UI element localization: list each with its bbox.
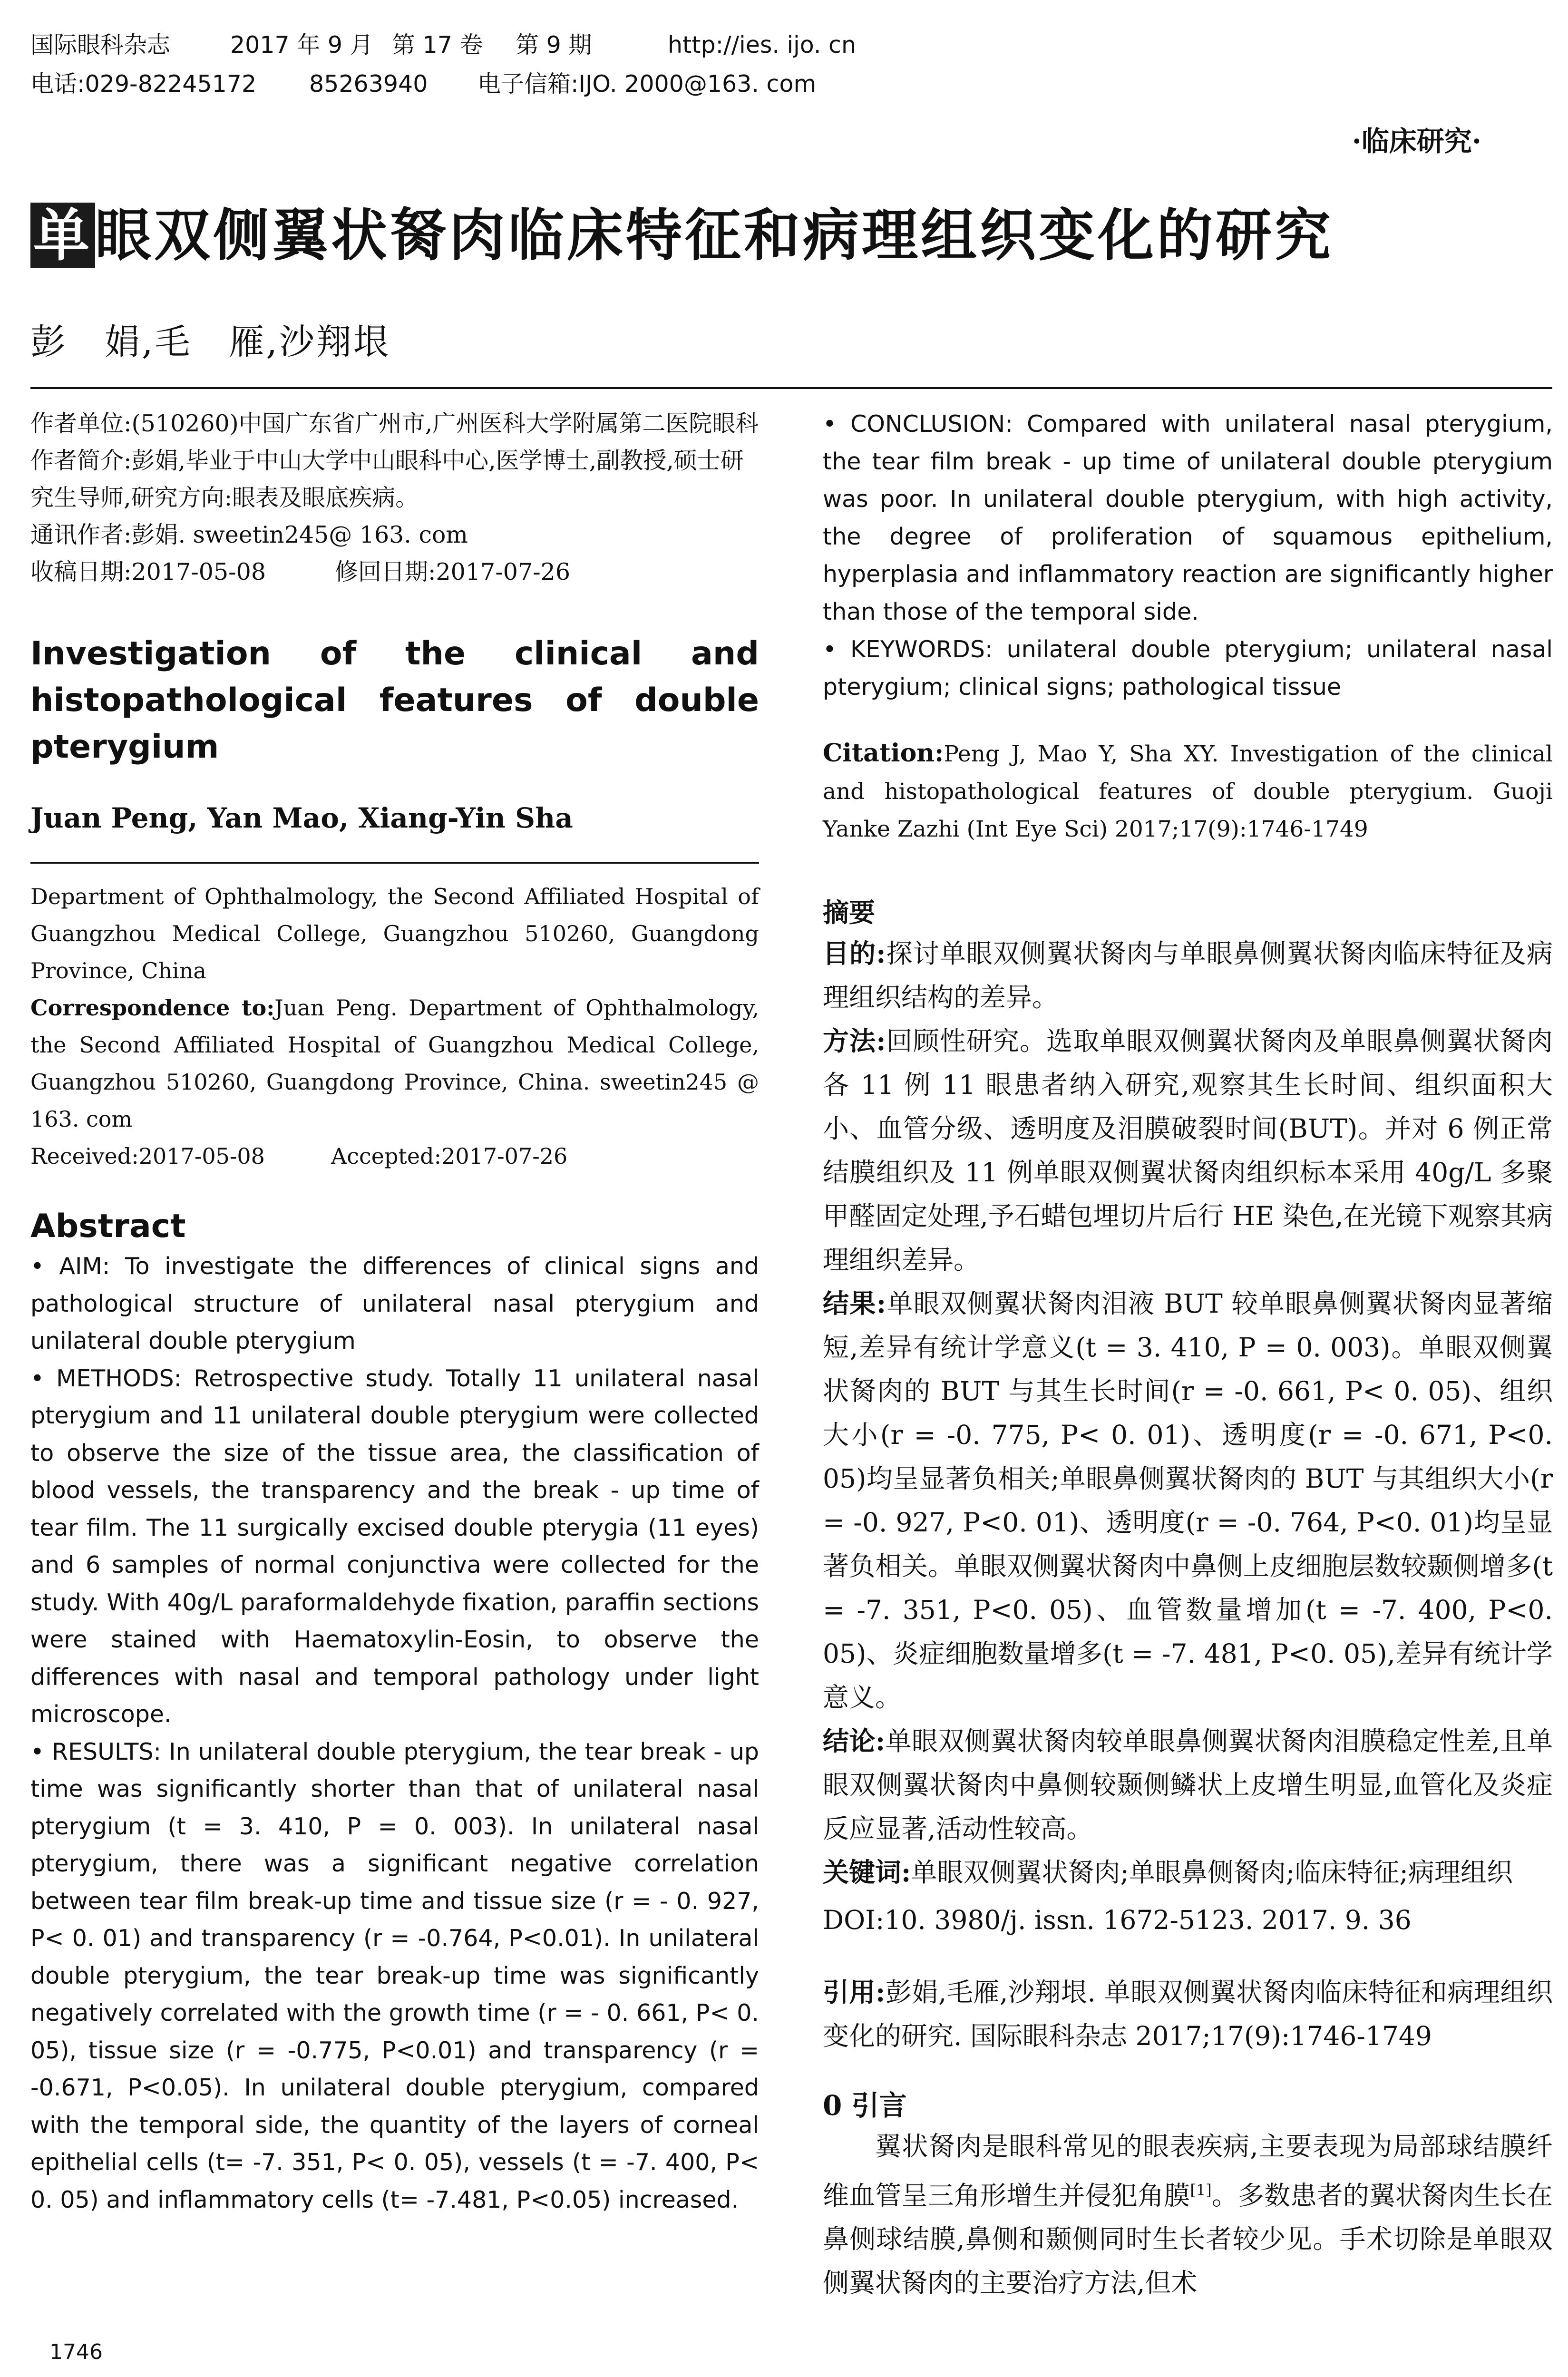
authors-rule bbox=[30, 862, 759, 864]
correspondence bbox=[30, 989, 759, 1138]
title-first-char: 单 bbox=[30, 203, 95, 268]
affiliation-text: Department of Ophthalmology, the Second Affiliated Hospital of Guangzhou Medical College, Guangzhou 510260, Guangdong Province, China bbox=[30, 884, 759, 984]
affiliation bbox=[30, 878, 759, 1175]
header-line-2 bbox=[30, 65, 1552, 104]
cn-abstract-heading: 摘要 bbox=[823, 897, 876, 928]
cn-aim-text: 探讨单眼双侧翼状胬肉与单眼鼻侧翼状胬肉临床特征及病理组织结构的差异。 bbox=[823, 938, 1553, 1013]
intro-reference[interactable]: [1] bbox=[1190, 2181, 1212, 2199]
citation-label: Citation: bbox=[823, 739, 944, 768]
cn-results-text: 单眼双侧翼状胬肉泪液 BUT 较单眼鼻侧翼状胬肉显著缩短,差异有统计学意义(t = 3. 410, P = 0. 003)。单眼双侧翼状胬肉的 BUT 与其生长时间(r = -0. 661, P< 0. 05)、组织大小(r = -0. 775, P< 0. 01)、透明度(r = -0. 671, P<0. 05)均呈显著负相关;单眼鼻侧翼状胬肉的 BUT 与其组织大小(r = -0. 927, P<0. 01)、透明度(r = -0. 764, P<0. 01)均呈显著负相关。单眼双侧翼状胬肉中鼻侧上皮细胞层数较颞侧增多(t = -7. 351, P<0. 05)、血管数量增加(t = -7. 400, P<0. 05)、炎症细胞数量增多(t = -7. 481, P<0. 05),差异有统计学意义。 bbox=[823, 1288, 1553, 1713]
author-unit: 作者单位:(510260)中国广东省广州市,广州医科大学附属第二医院眼科 bbox=[30, 410, 759, 437]
phone-2: 85263940 bbox=[309, 70, 428, 97]
cn-aim bbox=[823, 932, 1553, 1019]
right-column bbox=[823, 405, 1553, 2305]
cn-keywords-text: 单眼双侧翼状胬肉;单眼鼻侧胬肉;临床特征;病理组织 bbox=[911, 1857, 1513, 1888]
cn-citation bbox=[823, 1970, 1553, 2058]
email[interactable]: 电子信箱:IJO. 2000@163. com bbox=[477, 70, 817, 97]
intro-heading: 0 引言 bbox=[823, 2089, 907, 2122]
journal-header bbox=[30, 26, 1552, 104]
section-label: ·临床研究· bbox=[1352, 125, 1481, 157]
received-cn: 收稿日期:2017-05-08 bbox=[30, 558, 266, 585]
cn-methods-text: 回顾性研究。选取单眼双侧翼状胬肉及单眼鼻侧翼状胬肉各 11 例 11 眼患者纳入研究,观察其生长时间、组织面积大小、血管分级、透明度及泪膜破裂时间(BUT)。并对 6 例正常结膜组织及 11 例单眼双侧翼状胬肉组织标本采用 40g/L 多聚甲醛固定处理,予石蜡包埋切片后行 HE 染色,在光镜下观察其病理组织差异。 bbox=[823, 1026, 1553, 1275]
correspondence-text: Juan Peng. Department of Ophthalmology, the Second Affiliated Hospital of Guangzhou Medical College, Guangzhou 510260, Guangdong Province, China. sweetin245 @ 163. com bbox=[30, 995, 759, 1132]
journal-name: 国际眼科杂志 bbox=[30, 31, 171, 58]
doi: DOI:10. 3980/j. issn. 1672-5123. 2017. 9. 36 bbox=[823, 1905, 1412, 1935]
cn-results-label: 结果: bbox=[823, 1288, 886, 1319]
citation-text: Peng J, Mao Y, Sha XY. Investigation of the clinical and histopathological features of double pterygium. Guoji Yanke Zazhi (Int Eye Sci) 2017;17(9):1746-1749 bbox=[823, 741, 1553, 842]
intro-text-1: 翼状胬肉是眼科常见的眼表疾病,主要表现为局部球结膜纤维血管呈三角形增生并侵犯角膜 bbox=[823, 2131, 1553, 2211]
left-column bbox=[30, 405, 759, 2219]
issue-number: 第 9 期 bbox=[516, 31, 592, 58]
cn-citation-text: 彭娟,毛雁,沙翔垠. 单眼双侧翼状胬肉临床特征和病理组织变化的研究. 国际眼科杂志 2017;17(9):1746-1749 bbox=[823, 1977, 1553, 2051]
abstract-aim: • AIM: To investigate the differences of clinical signs and pathological structure of unilateral nasal pterygium and unilateral double pterygium bbox=[30, 1253, 759, 1354]
cn-results bbox=[823, 1282, 1553, 1719]
abstract-conclusion: • CONCLUSION: Compared with unilateral nasal pterygium, the tear film break - up time of unilateral double pterygium was poor. In unilateral double pterygium, with high activity, the degree of proliferation of squamous epithelium, hyperplasia and inflammatory reaction are significantly higher than those of the temporal side. bbox=[823, 410, 1553, 625]
cn-conclusion-label: 结论: bbox=[823, 1725, 886, 1756]
phone: 电话:029-82245172 bbox=[30, 70, 257, 97]
header-line-1 bbox=[30, 26, 1552, 65]
received-en: Received:2017-05-08 bbox=[30, 1143, 265, 1169]
authors-cn: 彭 娟,毛 雁,沙翔垠 bbox=[30, 321, 391, 362]
corresponding-author: 通讯作者:彭娟. sweetin245@ 163. com bbox=[30, 521, 468, 548]
intro-paragraph bbox=[823, 2124, 1553, 2305]
volume: 第 17 卷 bbox=[392, 31, 483, 58]
dates-cn bbox=[30, 554, 759, 591]
cn-methods bbox=[823, 1019, 1553, 1282]
issue-date: 2017 年 9 月 bbox=[230, 31, 373, 58]
cn-conclusion-text: 单眼双侧翼状胬肉较单眼鼻侧翼状胬肉泪膜稳定性差,且单眼双侧翼状胬肉中鼻侧较颞侧鳞状上皮增生明显,血管化及炎症反应显著,活动性较高。 bbox=[823, 1726, 1553, 1844]
cn-keywords bbox=[823, 1851, 1553, 1894]
accepted-en: Accepted:2017-07-26 bbox=[331, 1143, 568, 1169]
author-intro: 作者简介:彭娟,毕业于中山大学中山眼科中心,医学博士,副教授,硕士研究生导师,研究方向:眼表及眼底疾病。 bbox=[30, 447, 744, 511]
header-rule bbox=[30, 387, 1552, 389]
dates-en bbox=[30, 1138, 759, 1175]
cn-conclusion bbox=[823, 1719, 1553, 1851]
website-link[interactable]: http://ies. ijo. cn bbox=[668, 31, 857, 58]
revised-cn: 修回日期:2017-07-26 bbox=[335, 558, 571, 585]
abstract-heading: Abstract bbox=[30, 1208, 186, 1245]
cn-aim-label: 目的: bbox=[823, 938, 886, 969]
article-title-en: Investigation of the clinical and histopathological features of double pterygium bbox=[30, 635, 759, 766]
cn-methods-label: 方法: bbox=[823, 1025, 886, 1056]
cn-citation-label: 引用: bbox=[823, 1977, 886, 2007]
abstract-keywords: • KEYWORDS: unilateral double pterygium; unilateral nasal pterygium; clinical signs; pathological tissue bbox=[823, 636, 1553, 701]
article-title-cn bbox=[30, 200, 1543, 271]
correspondence-label: Correspondence to: bbox=[30, 995, 275, 1021]
authors-en: Juan Peng, Yan Mao, Xiang-Yin Sha bbox=[30, 802, 573, 834]
cn-keywords-label: 关键词: bbox=[823, 1857, 911, 1888]
abstract-methods: • METHODS: Retrospective study. Totally 11 unilateral nasal pterygium and 11 unilateral double pterygium were collected to observe the size of the tissue area, the classification of blood vessels, the transparency and the break - up time of tear film. The 11 surgically excised double pterygia (11 eyes) and 6 samples of normal conjunctiva were collected for the study. With 40g/L paraformaldehyde fixation, paraffin sections were stained with Haematoxylin-Eosin, to observe the differences with nasal and temporal pathology under light microscope. bbox=[30, 1364, 759, 1728]
page-number: 1746 bbox=[49, 2340, 103, 2364]
author-info bbox=[30, 405, 759, 591]
intro-text-2: 。多数患者的翼状胬肉生长在鼻侧球结膜,鼻侧和颞侧同时生长者较少见。手术切除是单眼双侧翼状胬肉的主要治疗方法,但术 bbox=[823, 2180, 1553, 2299]
title-rest: 眼双侧翼状胬肉临床特征和病理组织变化的研究 bbox=[95, 203, 1334, 268]
abstract-results: • RESULTS: In unilateral double pterygium, the tear break - up time was significantly shorter than that of unilateral nasal pterygium (t = 3. 410, P = 0. 003). In unilateral nasal pterygium, there was a significant negative correlation between tear film break-up time and tissue size (r = - 0. 927, P< 0. 01) and transparency (r = -0.764, P<0.01). In unilateral double pterygium, the tear break-up time was significantly negatively correlated with the growth time (r = - 0. 661, P< 0. 05), tissue size (r = -0.775, P<0.01) and transparency (r = -0.671, P<0.05). In unilateral double pterygium, compared with the temporal side, the quantity of the layers of corneal epithelial cells (t= -7. 351, P< 0. 05), vessels (t = -7. 400, P< 0. 05) and inflammatory cells (t= -7.481, P<0.05) increased. bbox=[30, 1738, 759, 2213]
citation bbox=[823, 734, 1553, 848]
